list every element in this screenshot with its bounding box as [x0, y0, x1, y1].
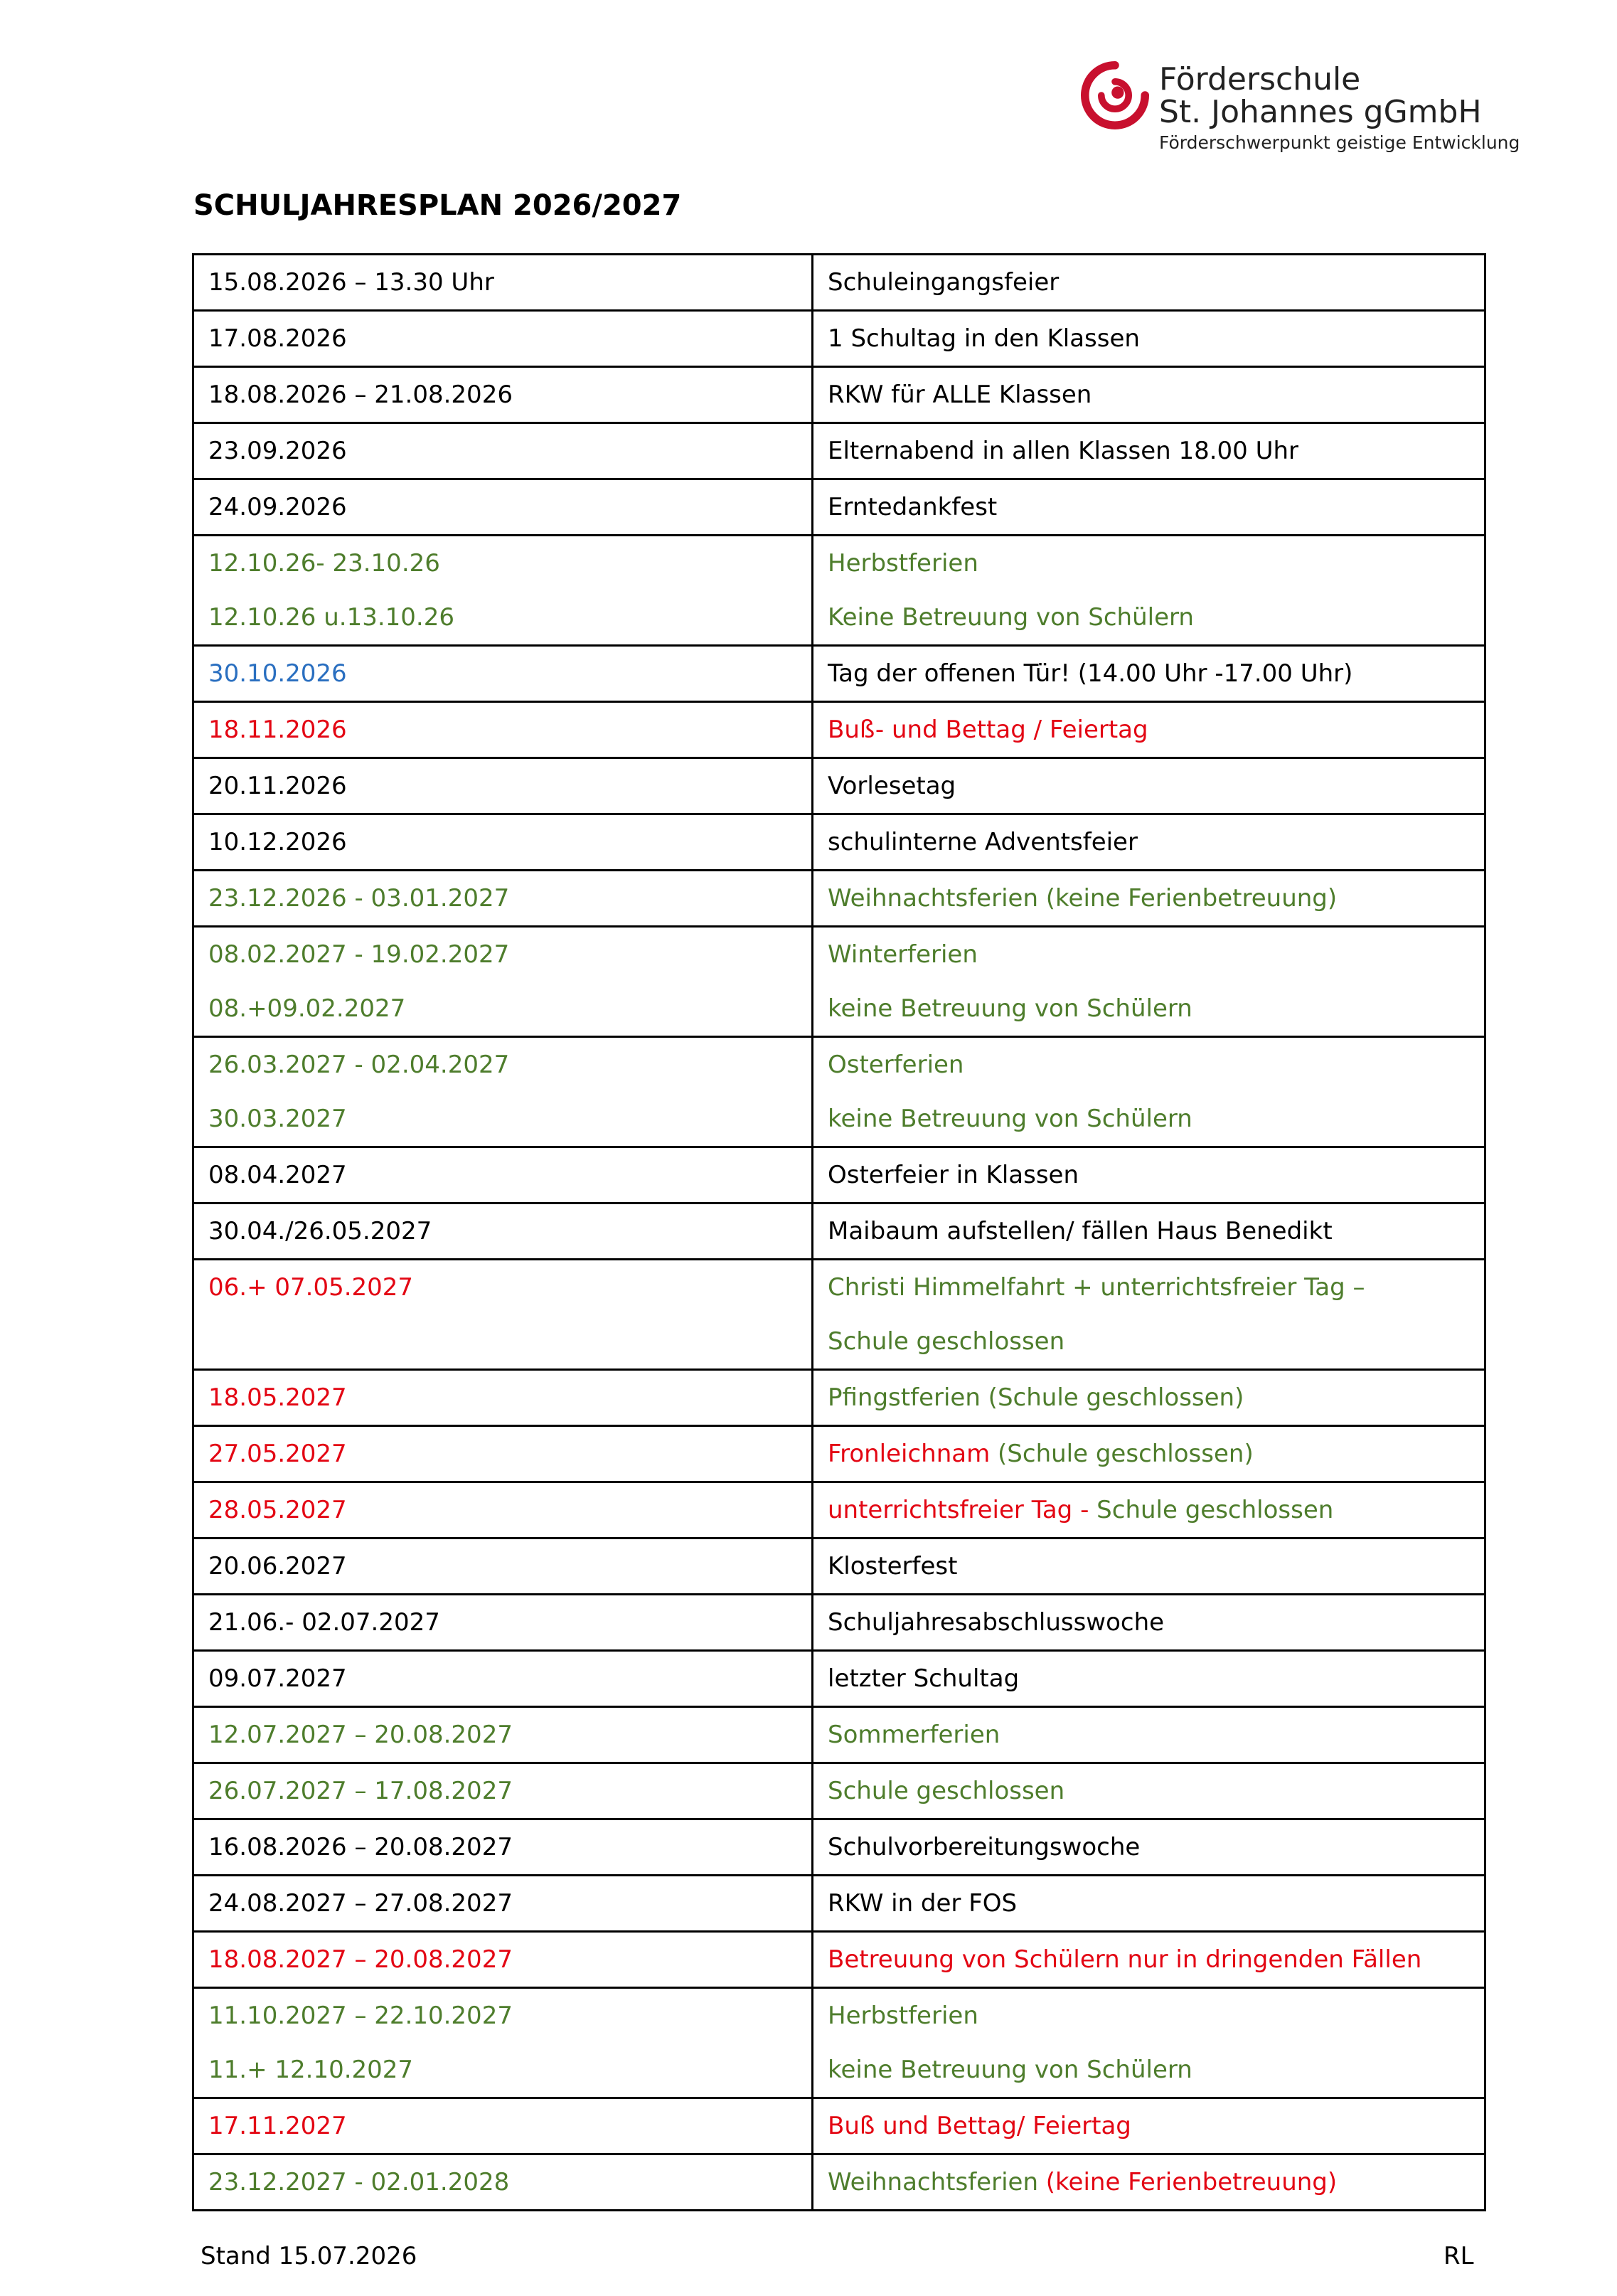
- event-line: [828, 1092, 1484, 1146]
- date-text: 12.07.2027 – 20.08.2027: [208, 1721, 513, 1749]
- date-cell: [193, 1147, 813, 1203]
- event-line: [828, 1148, 1484, 1202]
- event-cell: [813, 702, 1485, 758]
- event-text: Keine Betreuung von Schülern: [828, 603, 1194, 632]
- event-text: RKW in der FOS: [828, 1889, 1018, 1918]
- event-text: (keine Ferienbetreuung): [1045, 2168, 1338, 2196]
- date-cell: [193, 758, 813, 814]
- event-text: schulinterne Adventsfeier: [828, 828, 1138, 856]
- footer-status: Stand 15.07.2026: [201, 2242, 417, 2270]
- date-text: 16.08.2026 – 20.08.2027: [208, 1833, 513, 1861]
- date-text: 20.06.2027: [208, 1552, 347, 1580]
- event-text: Tag der offenen Tür! (14.00 Uhr -17.00 Uhr): [828, 659, 1353, 688]
- date-text: 18.05.2027: [208, 1383, 347, 1412]
- table-row: [193, 1988, 1485, 2098]
- table-row: [193, 367, 1485, 423]
- event-text: Elternabend in allen Klassen 18.00 Uhr: [828, 437, 1299, 465]
- table-row: [193, 1595, 1485, 1651]
- event-cell: [813, 1203, 1485, 1260]
- date-text: 23.12.2027 - 02.01.2028: [208, 2168, 510, 2196]
- event-line: [828, 1989, 1484, 2043]
- table-row: [193, 2154, 1485, 2211]
- event-line: [828, 1820, 1484, 1874]
- logo-school-company: St. Johannes gGmbH: [1159, 94, 1482, 130]
- event-text: Schuleingangsfeier: [828, 268, 1060, 297]
- event-cell: [813, 1932, 1485, 1988]
- school-logo: [1081, 60, 1579, 159]
- event-line: [828, 1314, 1484, 1368]
- event-text: Herbstferien: [828, 2002, 978, 2030]
- date-text: 26.03.2027 - 02.04.2027: [208, 1051, 510, 1079]
- table-row: [193, 1819, 1485, 1876]
- event-line: [828, 536, 1484, 590]
- event-line: [828, 590, 1484, 644]
- event-text: Pfingstferien (Schule geschlossen): [828, 1383, 1244, 1412]
- date-text: 30.04./26.05.2027: [208, 1217, 432, 1245]
- event-text: -: [1072, 1496, 1097, 1524]
- event-cell: [813, 1595, 1485, 1651]
- event-text: Schuljahresabschlusswoche: [828, 1608, 1165, 1637]
- table-row: [193, 423, 1485, 479]
- event-line: [828, 1876, 1484, 1930]
- date-cell: [193, 1651, 813, 1707]
- table-row: [193, 1370, 1485, 1426]
- event-text: 1 Schultag in den Klassen: [828, 324, 1140, 353]
- event-line: [828, 2155, 1484, 2209]
- date-cell: [193, 367, 813, 423]
- event-cell: [813, 1763, 1485, 1819]
- event-line: [828, 759, 1484, 813]
- event-text: Christi Himmelfahrt + unterrichtsfreier Tag –: [828, 1273, 1365, 1302]
- event-line: [828, 1933, 1484, 1987]
- event-line: [828, 2043, 1484, 2097]
- logo-school-name: Förderschule: [1159, 61, 1361, 97]
- event-cell: [813, 646, 1485, 702]
- date-text: 27.05.2027: [208, 1440, 347, 1468]
- table-row: [193, 1203, 1485, 1260]
- date-text: 08.02.2027 - 19.02.2027: [208, 940, 510, 969]
- event-text: Osterfeier in Klassen: [828, 1161, 1079, 1189]
- table-row: [193, 1037, 1485, 1147]
- table-row: [193, 702, 1485, 758]
- date-text: 11.10.2027 – 22.10.2027: [208, 2002, 513, 2030]
- event-line: [828, 424, 1484, 478]
- date-cell: [193, 1988, 813, 2098]
- event-line: [828, 703, 1484, 757]
- event-text: Buß- und Bettag / Feiertag: [828, 716, 1148, 744]
- date-cell: [193, 311, 813, 367]
- event-text: keine Betreuung von Schülern: [828, 1105, 1192, 1133]
- event-line: [828, 1371, 1484, 1425]
- event-line: [828, 647, 1484, 701]
- event-line: [828, 312, 1484, 366]
- event-cell: [813, 1538, 1485, 1595]
- event-text: Schule geschlossen: [828, 1327, 1065, 1356]
- date-text: 23.12.2026 - 03.01.2027: [208, 884, 510, 913]
- table-row: [193, 2098, 1485, 2154]
- event-cell: [813, 758, 1485, 814]
- event-cell: [813, 423, 1485, 479]
- date-cell: [193, 1260, 813, 1370]
- event-cell: [813, 1707, 1485, 1763]
- event-line: [828, 1764, 1484, 1818]
- schedule-table: [192, 253, 1486, 2211]
- event-line: [828, 1038, 1484, 1092]
- event-cell: [813, 479, 1485, 536]
- table-row: [193, 814, 1485, 871]
- event-text: keine Betreuung von Schülern: [828, 2056, 1192, 2084]
- date-text: 12.10.26 u.13.10.26: [208, 603, 454, 632]
- date-cell: [193, 1370, 813, 1426]
- event-text: Erntedankfest: [828, 493, 998, 521]
- event-line: [828, 1427, 1484, 1481]
- event-cell: [813, 1260, 1485, 1370]
- event-cell: [813, 927, 1485, 1037]
- event-text: Schule geschlossen: [1096, 1496, 1334, 1524]
- event-text: Fronleichnam: [828, 1440, 991, 1468]
- event-text: Osterferien: [828, 1051, 964, 1079]
- event-cell: [813, 1147, 1485, 1203]
- event-text: Buß und Bettag/ Feiertag: [828, 2112, 1131, 2140]
- date-cell: [193, 1037, 813, 1147]
- event-line: [828, 1652, 1484, 1706]
- event-text: Winterferien: [828, 940, 978, 969]
- event-cell: [813, 1819, 1485, 1876]
- date-text: 18.11.2026: [208, 716, 347, 744]
- date-cell: [193, 1876, 813, 1932]
- date-cell: [193, 814, 813, 871]
- date-text: 18.08.2026 – 21.08.2026: [208, 381, 513, 409]
- date-text: 08.04.2027: [208, 1161, 347, 1189]
- date-text: 17.11.2027: [208, 2112, 347, 2140]
- date-cell: [193, 1482, 813, 1538]
- date-cell: [193, 1203, 813, 1260]
- table-row: [193, 1763, 1485, 1819]
- table-row: [193, 255, 1485, 311]
- event-line: [828, 1708, 1484, 1762]
- table-row: [193, 927, 1485, 1037]
- date-cell: [193, 646, 813, 702]
- logo-school-focus: Förderschwerpunkt geistige Entwicklung: [1159, 132, 1520, 153]
- date-text: 17.08.2026: [208, 324, 347, 353]
- date-text: 26.07.2027 – 17.08.2027: [208, 1777, 513, 1805]
- event-line: [828, 480, 1484, 534]
- date-text: 18.08.2027 – 20.08.2027: [208, 1945, 513, 1974]
- event-line: [828, 1260, 1484, 1314]
- event-text: Weihnachtsferien (keine Ferienbetreuung): [828, 884, 1338, 913]
- table-row: [193, 1482, 1485, 1538]
- event-line: [828, 1204, 1484, 1258]
- event-text: Betreuung von Schülern nur in dringenden Fällen: [828, 1945, 1422, 1974]
- event-text: Schulvorbereitungswoche: [828, 1833, 1141, 1861]
- table-row: [193, 758, 1485, 814]
- event-line: [828, 982, 1484, 1036]
- date-text: 11.+ 12.10.2027: [208, 2056, 414, 2084]
- date-cell: [193, 255, 813, 311]
- event-cell: [813, 367, 1485, 423]
- event-line: [828, 1595, 1484, 1649]
- event-line: [828, 1483, 1484, 1537]
- table-row: [193, 871, 1485, 927]
- date-cell: [193, 871, 813, 927]
- date-text: 30.03.2027: [208, 1105, 347, 1133]
- event-line: [828, 871, 1484, 925]
- table-row: [193, 1876, 1485, 1932]
- date-cell: [193, 536, 813, 646]
- event-cell: [813, 1037, 1485, 1147]
- date-cell: [193, 1763, 813, 1819]
- event-line: [828, 2099, 1484, 2153]
- date-text: 15.08.2026 – 13.30 Uhr: [208, 268, 494, 297]
- table-row: [193, 311, 1485, 367]
- table-row: [193, 1932, 1485, 1988]
- table-row: [193, 479, 1485, 536]
- event-text: Herbstferien: [828, 549, 978, 578]
- date-cell: [193, 1538, 813, 1595]
- table-row: [193, 1260, 1485, 1370]
- event-line: [828, 815, 1484, 869]
- event-text: Sommerferien: [828, 1721, 1000, 1749]
- event-line: [828, 1539, 1484, 1593]
- event-cell: [813, 2154, 1485, 2211]
- event-text: RKW für ALLE Klassen: [828, 381, 1092, 409]
- date-text: 10.12.2026: [208, 828, 347, 856]
- event-line: [828, 928, 1484, 982]
- table-row: [193, 1538, 1485, 1595]
- table-row: [193, 1426, 1485, 1482]
- date-text: 06.+ 07.05.2027: [208, 1273, 414, 1302]
- date-text: 24.09.2026: [208, 493, 347, 521]
- event-cell: [813, 1426, 1485, 1482]
- date-text: 30.10.2026: [208, 659, 347, 688]
- date-cell: [193, 927, 813, 1037]
- event-cell: [813, 2098, 1485, 2154]
- date-text: 24.08.2027 – 27.08.2027: [208, 1889, 513, 1918]
- event-text: Weihnachtsferien: [828, 2168, 1046, 2196]
- event-cell: [813, 871, 1485, 927]
- event-cell: [813, 536, 1485, 646]
- date-cell: [193, 1426, 813, 1482]
- date-text: 09.07.2027: [208, 1664, 347, 1693]
- event-cell: [813, 1370, 1485, 1426]
- date-cell: [193, 1932, 813, 1988]
- date-cell: [193, 2098, 813, 2154]
- date-text: 20.11.2026: [208, 772, 347, 800]
- date-cell: [193, 1595, 813, 1651]
- date-cell: [193, 423, 813, 479]
- school-logo-icon: [1081, 61, 1149, 129]
- event-cell: [813, 1651, 1485, 1707]
- event-text: Schule geschlossen: [828, 1777, 1065, 1805]
- event-text: (Schule geschlossen): [990, 1440, 1254, 1468]
- date-cell: [193, 2154, 813, 2211]
- event-line: [828, 368, 1484, 422]
- date-cell: [193, 479, 813, 536]
- table-row: [193, 1707, 1485, 1763]
- event-text: Klosterfest: [828, 1552, 958, 1580]
- table-row: [193, 1147, 1485, 1203]
- event-cell: [813, 1988, 1485, 2098]
- schedule-body: [193, 255, 1485, 2211]
- date-text: 23.09.2026: [208, 437, 347, 465]
- page-title: SCHULJAHRESPLAN 2026/2027: [193, 189, 682, 222]
- table-row: [193, 536, 1485, 646]
- event-text: Maibaum aufstellen/ fällen Haus Benedikt: [828, 1217, 1333, 1245]
- event-cell: [813, 311, 1485, 367]
- date-text: 12.10.26- 23.10.26: [208, 549, 440, 578]
- event-cell: [813, 255, 1485, 311]
- table-row: [193, 1651, 1485, 1707]
- event-line: [828, 255, 1484, 309]
- event-text: letzter Schultag: [828, 1664, 1020, 1693]
- event-text: keine Betreuung von Schülern: [828, 994, 1192, 1023]
- date-text: 28.05.2027: [208, 1496, 347, 1524]
- date-cell: [193, 702, 813, 758]
- date-text: 08.+09.02.2027: [208, 994, 406, 1023]
- date-text: 21.06.- 02.07.2027: [208, 1608, 440, 1637]
- event-cell: [813, 814, 1485, 871]
- footer-initials: RL: [1443, 2242, 1474, 2270]
- event-text: unterrichtsfreier Tag: [828, 1496, 1073, 1524]
- event-cell: [813, 1876, 1485, 1932]
- event-cell: [813, 1482, 1485, 1538]
- table-row: [193, 646, 1485, 702]
- date-cell: [193, 1707, 813, 1763]
- event-text: Vorlesetag: [828, 772, 956, 800]
- date-cell: [193, 1819, 813, 1876]
